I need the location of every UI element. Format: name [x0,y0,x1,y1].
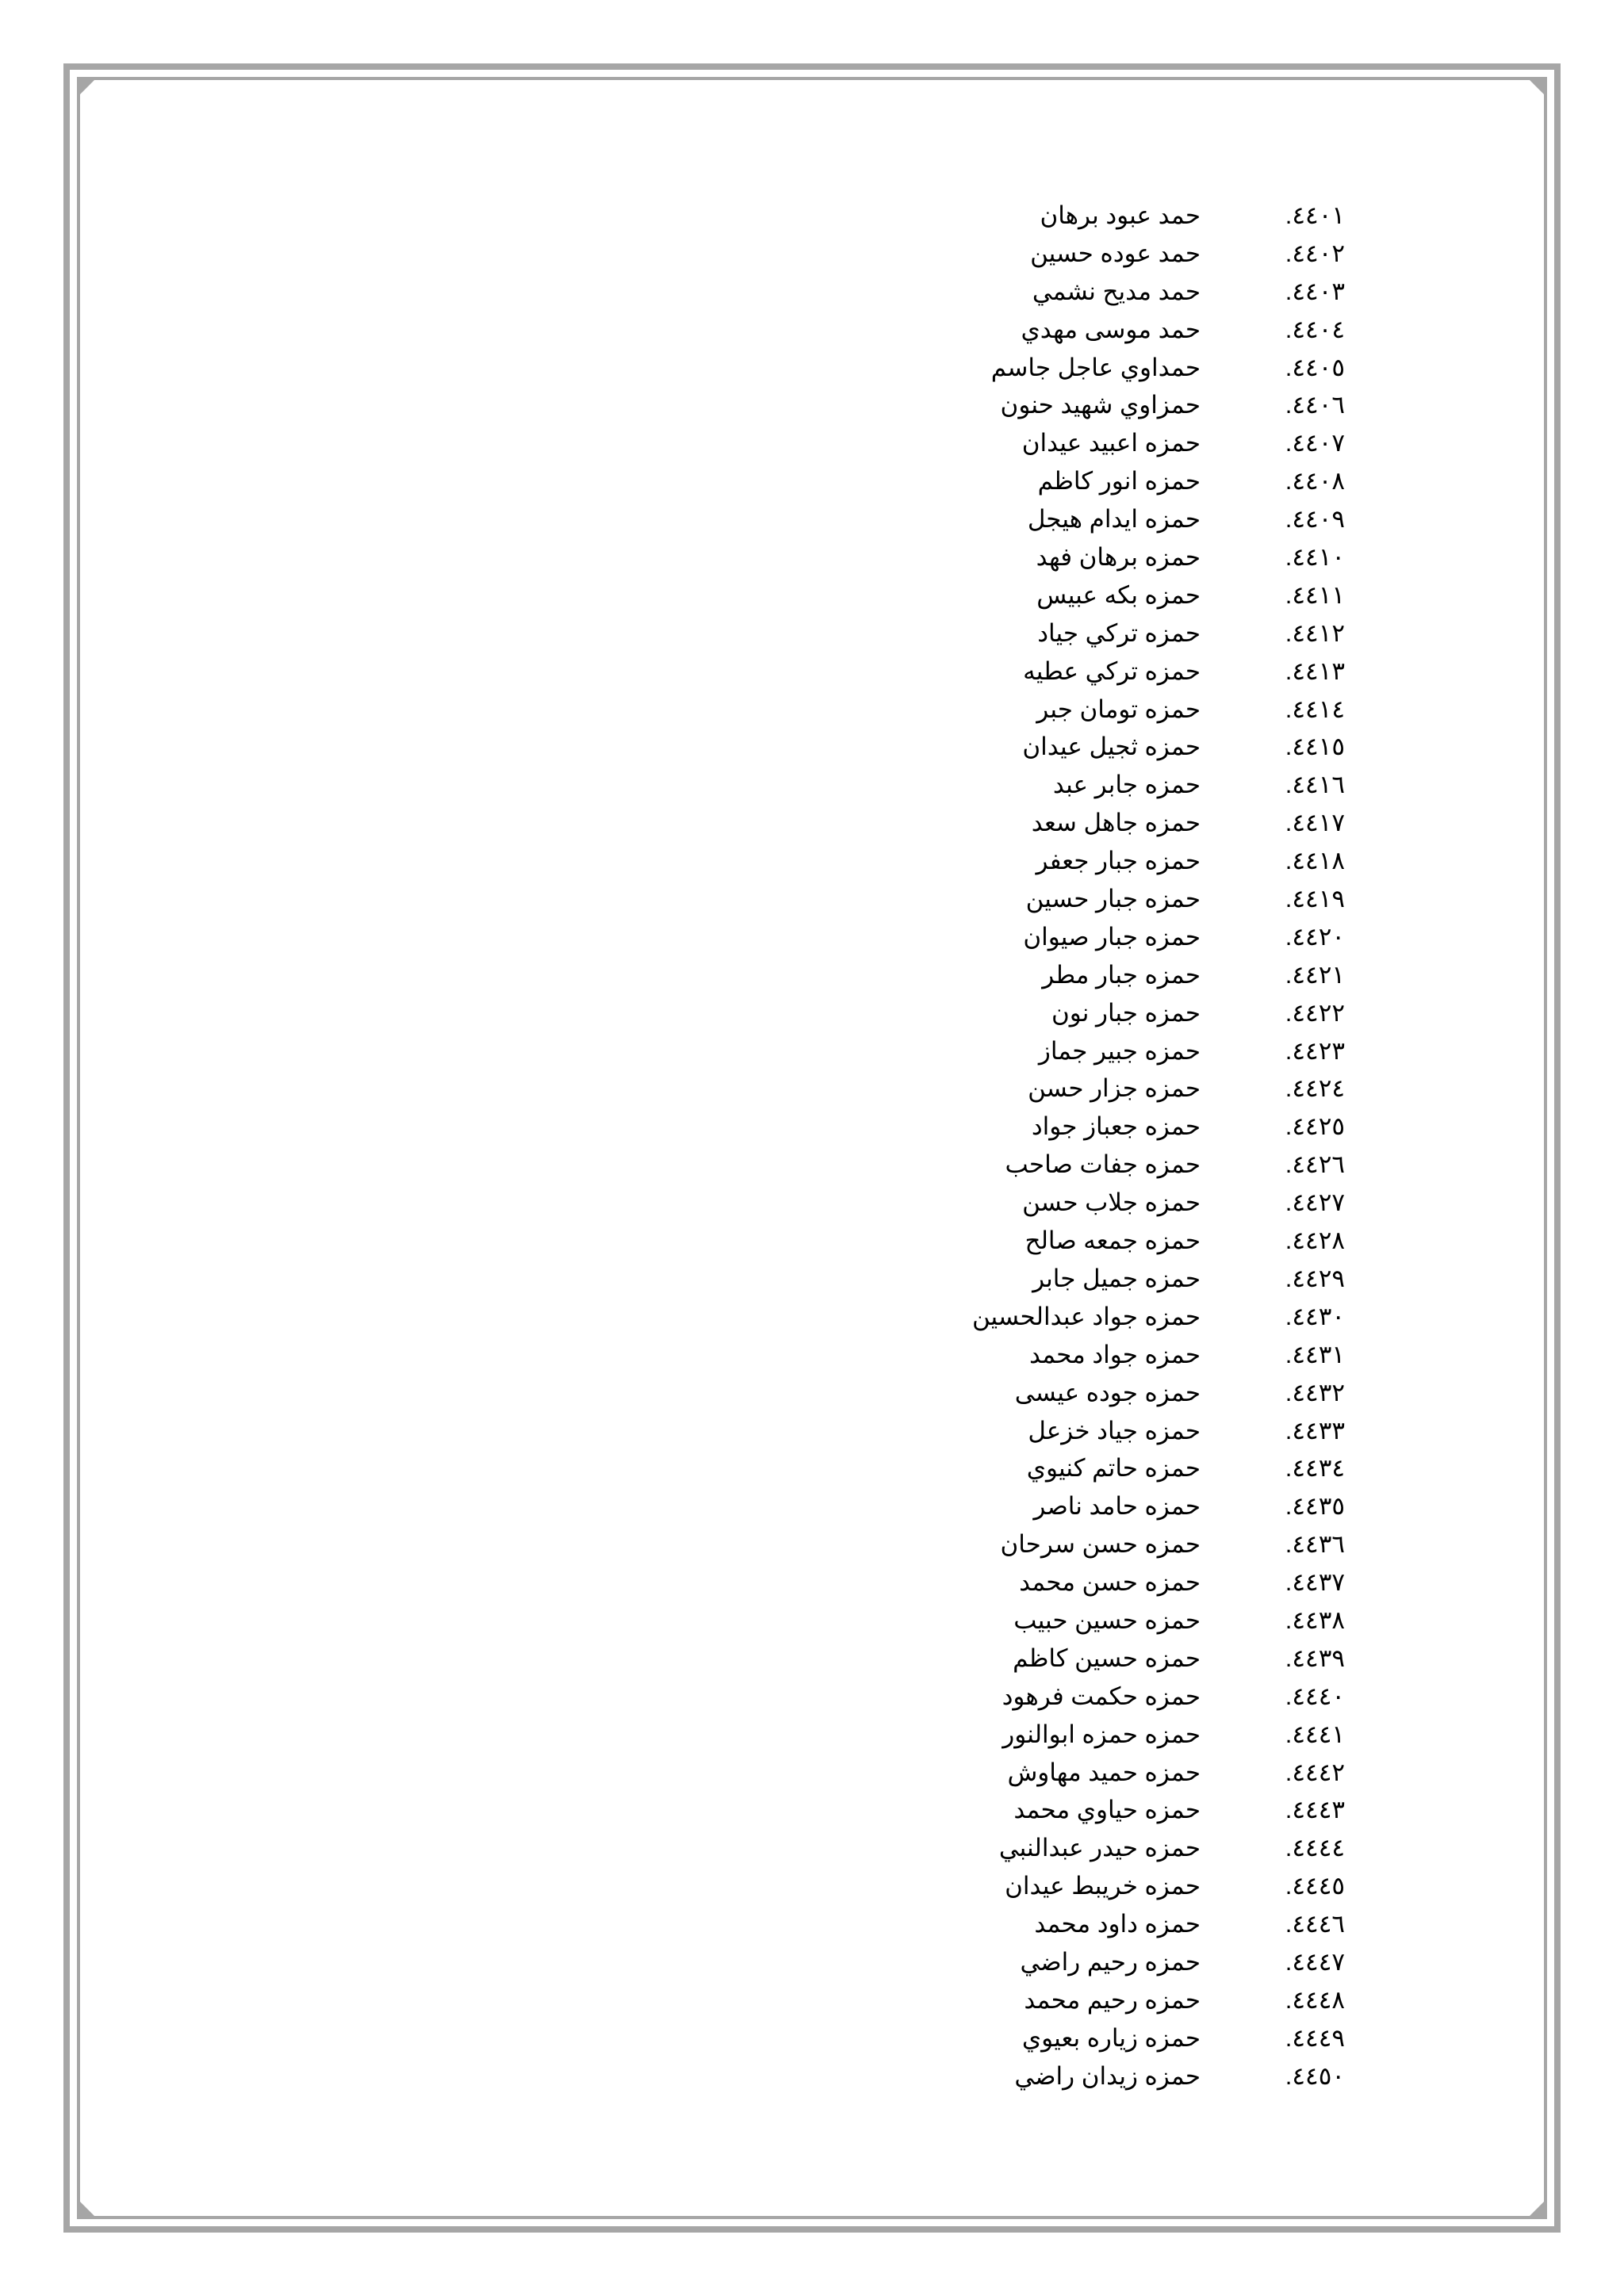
entry-number: ٤٤٤٠. [1285,1682,1345,1710]
entry-number: ٤٤٢٩. [1285,1264,1345,1292]
entry-number: ٤٤٠٨. [1285,467,1345,496]
entry-number: ٤٤٠٣. [1285,277,1345,305]
entry-number: ٤٤٠٤. [1285,315,1345,343]
entry-name: حمزه جزار حسن [1028,1074,1201,1103]
list-item [933,1449,1345,1487]
list-item [933,500,1345,538]
entry-name: حمزه جبار مطر [1042,960,1201,989]
list-item [933,235,1345,273]
list-item [933,1525,1345,1563]
entry-number: ٤٤٠٩. [1285,505,1345,534]
entry-number: ٤٤٤٥. [1285,1872,1345,1900]
entry-number: ٤٤٢٤. [1285,1074,1345,1103]
list-item [933,1563,1345,1601]
list-item [933,1981,1345,2019]
list-item [933,1867,1345,1905]
entry-number: ٤٤٢٠. [1285,922,1345,951]
list-item [933,880,1345,918]
entry-number: ٤٤٣٨. [1285,1605,1345,1634]
entry-name: حمزه جلاب حسن [1022,1188,1201,1217]
list-item [933,1791,1345,1829]
entry-name: حمزه جبار صيوان [1023,922,1201,951]
entry-number: ٤٤١٨. [1285,847,1345,875]
list-item [933,2057,1345,2095]
list-item [933,994,1345,1032]
entry-number: ٤٤٢٥. [1285,1112,1345,1141]
entry-number: ٤٤٢٧. [1285,1188,1345,1217]
entry-name: حمزه تركي عطيه [1023,656,1201,685]
list-item [933,652,1345,691]
entry-number: ٤٤٣١. [1285,1340,1345,1368]
entry-number: ٤٤٤٢. [1285,1758,1345,1786]
entry-number: ٤٤٢٦. [1285,1150,1345,1179]
corner-ornament-top-left [80,80,94,94]
entry-name: حمزه ايدام هيجل [1027,505,1201,534]
entry-name: حمزه ثجيل عيدان [1022,733,1201,761]
entry-name: حمزه حميد مهاوش [1007,1758,1201,1786]
names-list [933,197,1345,2095]
entry-name: حمزه جبير جماز [1038,1036,1201,1065]
list-item [933,1754,1345,1792]
list-item [933,1374,1345,1412]
entry-number: ٤٤١١. [1285,580,1345,609]
entry-number: ٤٤٢١. [1285,960,1345,989]
entry-name: حمزاوي شهيد حنون [1000,391,1201,419]
entry-name: حمزه زياره بعيوي [1021,2023,1201,2052]
entry-number: ٤٤٤١. [1285,1720,1345,1748]
entry-number: ٤٤١٤. [1285,695,1345,723]
entry-number: ٤٤٤٦. [1285,1910,1345,1938]
entry-name: حمزه حسين حبيب [1013,1605,1201,1634]
entry-number: ٤٤٠٢. [1285,239,1345,267]
corner-ornament-bottom-right [1530,2202,1544,2216]
entry-name: حمزه جواد عبدالحسين [971,1302,1201,1330]
entry-name: حمزه جميل جابر [1032,1264,1201,1292]
list-item [933,1108,1345,1146]
list-item [933,1032,1345,1070]
entry-name: حمزه حمزه ابوالنور [1002,1720,1201,1748]
entry-number: ٤٤٣٥. [1285,1492,1345,1521]
list-item [933,538,1345,576]
entry-name: حمزه جاهل سعد [1031,809,1201,837]
list-item [933,728,1345,766]
entry-name: حمزه جفات صاحب [1005,1150,1201,1179]
list-item [933,804,1345,842]
list-item [933,1716,1345,1754]
entry-number: ٤٤٢٨. [1285,1226,1345,1255]
entry-name: حمزه حكمت فرهود [1002,1682,1201,1710]
entry-name: حمد موسى مهدي [1021,315,1201,343]
entry-name: حمزه جوده عيسى [1014,1378,1201,1406]
entry-number: ٤٤٣٧. [1285,1568,1345,1597]
entry-name: حمزه حيدر عبدالنبي [998,1834,1201,1862]
list-item [933,842,1345,880]
entry-number: ٤٤١٦. [1285,771,1345,799]
entry-number: ٤٤٤٩. [1285,2023,1345,2052]
list-item [933,956,1345,994]
list-item [933,766,1345,804]
entry-number: ٤٤٤٤. [1285,1834,1345,1862]
entry-name: حمد عبود برهان [1040,201,1201,229]
entry-number: ٤٤٣٦. [1285,1530,1345,1559]
list-item [933,614,1345,652]
entry-number: ٤٤٠١. [1285,201,1345,229]
entry-number: ٤٤٣٤. [1285,1454,1345,1483]
list-item [933,349,1345,387]
list-item [933,576,1345,614]
list-item [933,691,1345,729]
entry-number: ٤٤٠٥. [1285,353,1345,381]
entry-name: حمزه جبار جعفر [1036,847,1201,875]
list-item [933,424,1345,462]
entry-name: حمداوي عاجل جاسم [990,353,1201,381]
list-item [933,311,1345,349]
entry-number: ٤٤٣٠. [1285,1302,1345,1330]
entry-name: حمزه حسن محمد [1019,1568,1201,1597]
entry-name: حمد عوده حسين [1030,239,1201,267]
entry-name: حمزه حياوي محمد [1013,1796,1201,1824]
list-item [933,1184,1345,1222]
entry-number: ٤٤١٣. [1285,656,1345,685]
entry-number: ٤٤٥٠. [1285,2061,1345,2090]
entry-number: ٤٤٤٣. [1285,1796,1345,1824]
entry-name: حمزه جبار حسين [1025,885,1201,913]
entry-number: ٤٤٤٨. [1285,1985,1345,2014]
list-item [933,197,1345,235]
entry-name: حمزه خريبط عيدان [1005,1872,1201,1900]
entry-name: حمزه جياد خزعل [1028,1416,1201,1445]
entry-name: حمزه حسن سرحان [1000,1530,1201,1559]
entry-number: ٤٤١٢. [1285,618,1345,647]
entry-name: حمزه زيدان راضي [1014,2061,1201,2090]
entry-name: حمزه انور كاظم [1037,467,1201,496]
entry-number: ٤٤٢٣. [1285,1036,1345,1065]
list-item [933,1487,1345,1525]
list-item [933,1943,1345,1981]
list-item [933,1905,1345,1943]
entry-number: ٤٤٣٢. [1285,1378,1345,1406]
list-item [933,1260,1345,1298]
list-item [933,1829,1345,1867]
entry-name: حمزه اعبيد عيدان [1021,429,1201,457]
entry-name: حمزه جواد محمد [1028,1340,1201,1368]
entry-name: حمزه رحيم راضي [1020,1947,1201,1976]
entry-number: ٤٤٠٧. [1285,429,1345,457]
corner-ornament-bottom-left [80,2202,94,2216]
entry-name: حمزه تومان جبر [1036,695,1201,723]
entry-name: حمزه تركي جياد [1037,618,1201,647]
entry-name: حمزه داود محمد [1034,1910,1201,1938]
entry-number: ٤٤١٥. [1285,733,1345,761]
list-item [933,462,1345,500]
list-item [933,386,1345,424]
list-item [933,1070,1345,1108]
entry-name: حمزه حاتم كنيوي [1026,1454,1201,1483]
entry-number: ٤٤١٧. [1285,809,1345,837]
list-item [933,1601,1345,1640]
entry-number: ٤٤٣٩. [1285,1644,1345,1672]
entry-name: حمزه بكه عبيس [1036,580,1201,609]
entry-name: حمزه جعباز جواد [1031,1112,1201,1141]
list-item [933,1640,1345,1678]
list-item [933,273,1345,311]
entry-name: حمزه جمعه صالح [1025,1226,1201,1255]
entry-name: حمزه جبار نون [1051,998,1201,1027]
list-item [933,1298,1345,1336]
entry-number: ٤٤٠٦. [1285,391,1345,419]
entry-name: حمد مديح نشمي [1032,277,1201,305]
list-item [933,918,1345,956]
entry-number: ٤٤١٠. [1285,543,1345,572]
corner-ornament-top-right [1530,80,1544,94]
list-item [933,1146,1345,1184]
list-item [933,1678,1345,1716]
entry-name: حمزه حامد ناصر [1033,1492,1201,1521]
list-item [933,1412,1345,1450]
entry-number: ٤٤٤٧. [1285,1947,1345,1976]
entry-name: حمزه جابر عبد [1052,771,1201,799]
entry-name: حمزه حسين كاظم [1013,1644,1201,1672]
list-item [933,2019,1345,2057]
entry-name: حمزه برهان فهد [1036,543,1201,572]
list-item [933,1222,1345,1260]
entry-number: ٤٤٣٣. [1285,1416,1345,1445]
list-item [933,1336,1345,1374]
entry-number: ٤٤٢٢. [1285,998,1345,1027]
entry-number: ٤٤١٩. [1285,885,1345,913]
entry-name: حمزه رحيم محمد [1024,1985,1201,2014]
